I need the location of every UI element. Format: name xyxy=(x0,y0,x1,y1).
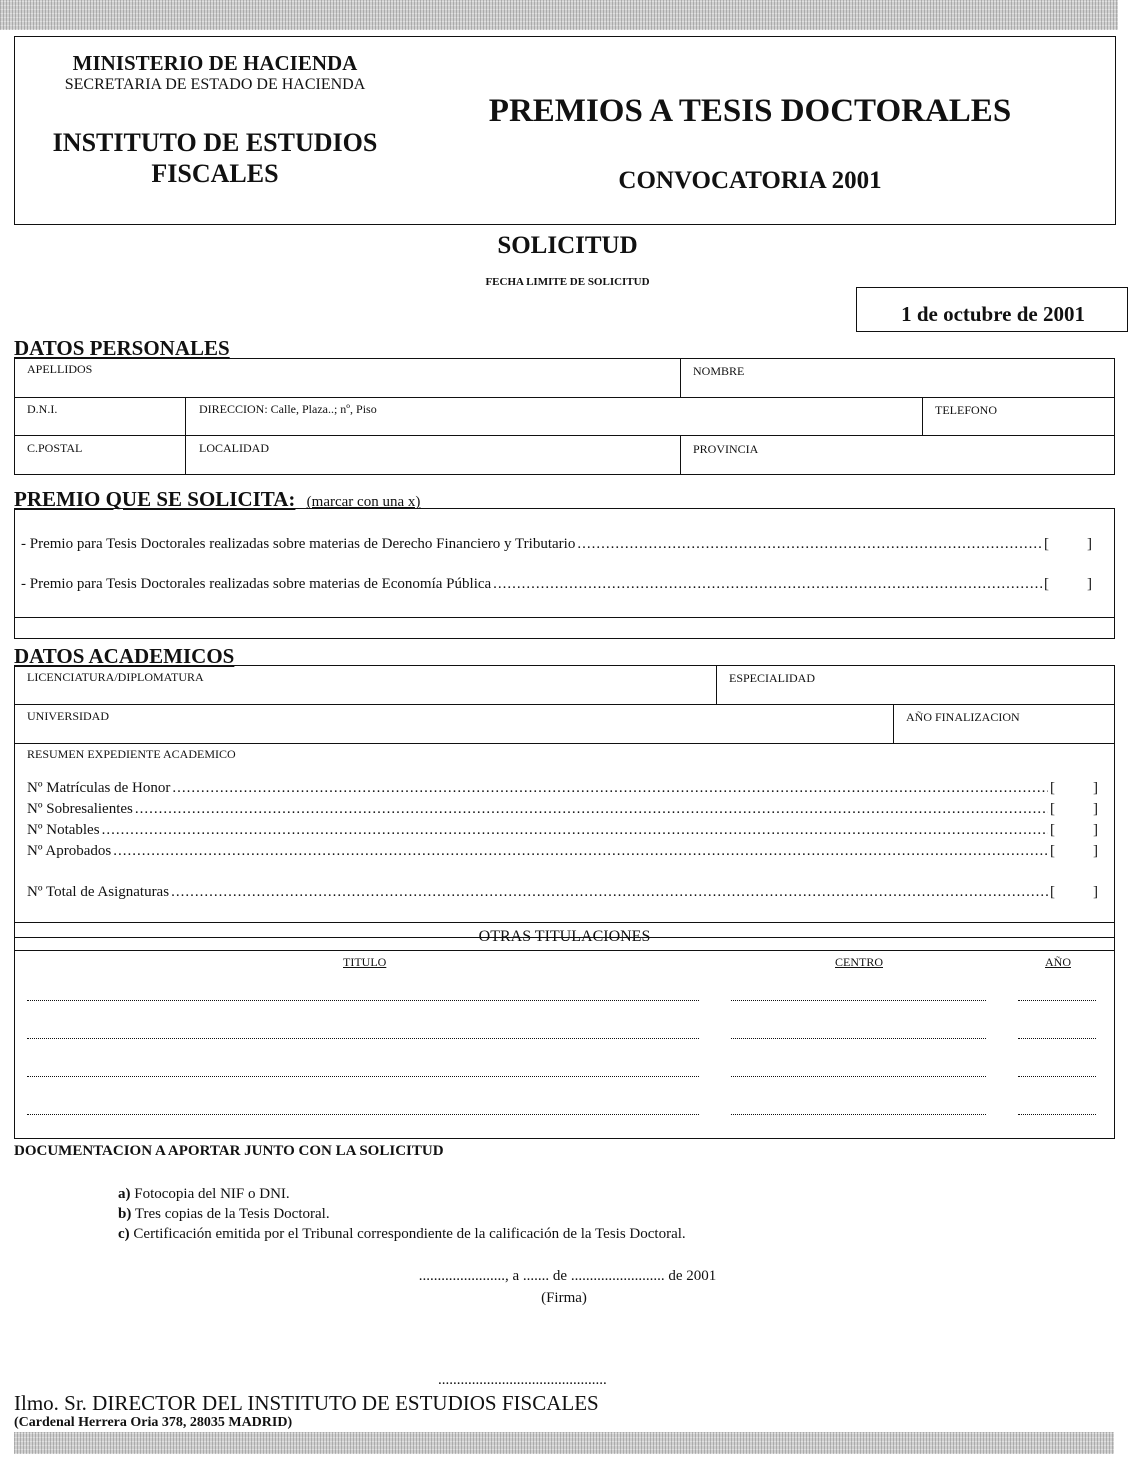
row-divider xyxy=(15,617,1114,618)
centro-line-4[interactable] xyxy=(731,1114,986,1115)
row-divider xyxy=(15,743,1114,744)
dot-leader xyxy=(172,780,1048,797)
signature-line[interactable]: ............................................. xyxy=(438,1372,607,1388)
ministry-name: MINISTERIO DE HACIENDA xyxy=(72,51,358,75)
count-label: Nº Total de Asignaturas xyxy=(27,884,170,900)
count-sobresalientes[interactable] xyxy=(27,801,1098,818)
prize-note: (marcar con una x) xyxy=(306,494,421,510)
titulo-line-2[interactable] xyxy=(27,1038,699,1039)
count-matriculas[interactable] xyxy=(27,780,1098,797)
col-divider xyxy=(922,397,923,435)
centro-line-2[interactable] xyxy=(731,1038,986,1039)
top-scan-band xyxy=(0,0,1118,30)
prize-box xyxy=(14,508,1115,639)
deadline-value: 1 de octubre de 2001 xyxy=(901,302,1085,326)
address: (Cardenal Herrera Oria 378, 28035 MADRID) xyxy=(14,1415,293,1430)
titulo-line-1[interactable] xyxy=(27,1000,699,1001)
universidad-field[interactable]: UNIVERSIDAD xyxy=(27,709,109,723)
count-input[interactable]: [ ] xyxy=(1050,801,1098,817)
col-divider xyxy=(893,704,894,743)
prize-option-derecho[interactable] xyxy=(21,536,1092,553)
docs-heading: DOCUMENTACION A APORTAR JUNTO CON LA SOLICITUD xyxy=(14,1143,444,1159)
direccion-field[interactable]: DIRECCION: Calle, Plaza..; nº, Piso xyxy=(199,402,377,416)
personal-table xyxy=(14,358,1115,475)
header-box xyxy=(14,36,1116,225)
convocatoria: CONVOCATORIA 2001 xyxy=(618,167,882,194)
dni-field[interactable]: D.N.I. xyxy=(27,402,58,416)
licenciatura-field[interactable]: LICENCIATURA/DIPLOMATURA xyxy=(27,670,204,684)
dot-leader xyxy=(171,884,1048,901)
prize-option-economia[interactable] xyxy=(21,576,1092,593)
col-divider xyxy=(680,435,681,475)
checkbox-economia[interactable]: [ ] xyxy=(1044,576,1092,592)
academic-table xyxy=(14,665,1115,938)
cpostal-field[interactable]: C.POSTAL xyxy=(27,441,83,455)
ano-line-3[interactable] xyxy=(1018,1076,1096,1077)
prize-option-label: - Premio para Tesis Doctorales realizadas sobre materias de Economía Pública xyxy=(21,576,492,592)
telefono-field[interactable]: TELEFONO xyxy=(935,403,997,417)
col-divider xyxy=(716,666,717,704)
deadline-box xyxy=(856,287,1128,332)
place-date-line[interactable]: ......................., a ....... de ......................... de 2001 xyxy=(418,1268,717,1284)
count-input[interactable]: [ ] xyxy=(1050,822,1098,838)
dot-leader xyxy=(493,576,1042,593)
institute-line1: INSTITUTO DE ESTUDIOS xyxy=(52,128,378,157)
count-input[interactable]: [ ] xyxy=(1050,843,1098,859)
count-label: Nº Aprobados xyxy=(27,843,112,859)
apellidos-field[interactable]: APELLIDOS xyxy=(27,362,93,376)
dot-leader xyxy=(577,536,1042,553)
dot-leader xyxy=(102,822,1048,839)
count-input[interactable]: [ ] xyxy=(1050,780,1098,796)
titulo-line-4[interactable] xyxy=(27,1114,699,1115)
row-divider xyxy=(15,704,1114,705)
titulo-line-3[interactable] xyxy=(27,1076,699,1077)
ano-line-2[interactable] xyxy=(1018,1038,1096,1039)
resumen-label: RESUMEN EXPEDIENTE ACADEMICO xyxy=(27,747,236,761)
other-titles-heading: OTRAS TITULACIONES xyxy=(478,928,651,945)
count-total[interactable] xyxy=(27,884,1098,901)
prize-option-label: - Premio para Tesis Doctorales realizadas sobre materias de Derecho Financiero y Tributario xyxy=(21,536,576,552)
addressee: Ilmo. Sr. DIRECTOR DEL INSTITUTO DE ESTUDIOS FISCALES xyxy=(14,1391,599,1415)
centro-line-1[interactable] xyxy=(731,1000,986,1001)
col-ano: AÑO xyxy=(1045,955,1071,969)
count-input[interactable]: [ ] xyxy=(1050,884,1098,900)
count-aprobados[interactable] xyxy=(27,843,1098,860)
count-label: Nº Notables xyxy=(27,822,100,838)
docs-list xyxy=(118,1184,686,1244)
dot-leader xyxy=(113,843,1048,860)
firma-label: (Firma) xyxy=(541,1290,587,1306)
row-divider xyxy=(15,950,1114,951)
form-title: SOLICITUD xyxy=(497,232,638,259)
localidad-field[interactable]: LOCALIDAD xyxy=(199,441,269,455)
personal-heading: DATOS PERSONALES xyxy=(14,336,230,360)
row-divider xyxy=(15,397,1114,398)
especialidad-field[interactable]: ESPECIALIDAD xyxy=(729,671,815,685)
count-label: Nº Sobresalientes xyxy=(27,801,133,817)
docs-item: b) Tres copias de la Tesis Doctoral. xyxy=(118,1206,330,1222)
nombre-field[interactable]: NOMBRE xyxy=(693,364,745,378)
docs-item: c) Certificación emitida por el Tribunal correspondiente de la calificación de la Tesis Doctoral. xyxy=(118,1226,686,1242)
row-divider xyxy=(15,435,1114,436)
other-titles-table xyxy=(14,922,1115,1139)
ano-line-4[interactable] xyxy=(1018,1114,1096,1115)
checkbox-derecho[interactable]: [ ] xyxy=(1044,536,1092,552)
main-title: PREMIOS A TESIS DOCTORALES xyxy=(488,93,1012,129)
col-divider xyxy=(185,397,186,475)
count-label: Nº Matrículas de Honor xyxy=(27,780,171,796)
ano-line-1[interactable] xyxy=(1018,1000,1096,1001)
provincia-field[interactable]: PROVINCIA xyxy=(693,442,759,456)
deadline-label: FECHA LIMITE DE SOLICITUD xyxy=(485,276,650,288)
col-titulo: TITULO xyxy=(343,955,387,969)
col-divider xyxy=(680,359,681,397)
ano-finalizacion-field[interactable]: AÑO FINALIZACION xyxy=(906,710,1020,724)
col-centro: CENTRO xyxy=(835,955,883,969)
bottom-scan-band xyxy=(14,1432,1114,1454)
docs-item: a) Fotocopia del NIF o DNI. xyxy=(118,1186,290,1202)
academic-heading: DATOS ACADEMICOS xyxy=(14,644,235,668)
prize-heading: PREMIO QUE SE SOLICITA: xyxy=(14,487,296,511)
secretariat-name: SECRETARIA DE ESTADO DE HACIENDA xyxy=(64,76,366,93)
count-notables[interactable] xyxy=(27,822,1098,839)
dot-leader xyxy=(135,801,1048,818)
centro-line-3[interactable] xyxy=(731,1076,986,1077)
institute-line2: FISCALES xyxy=(151,159,279,188)
